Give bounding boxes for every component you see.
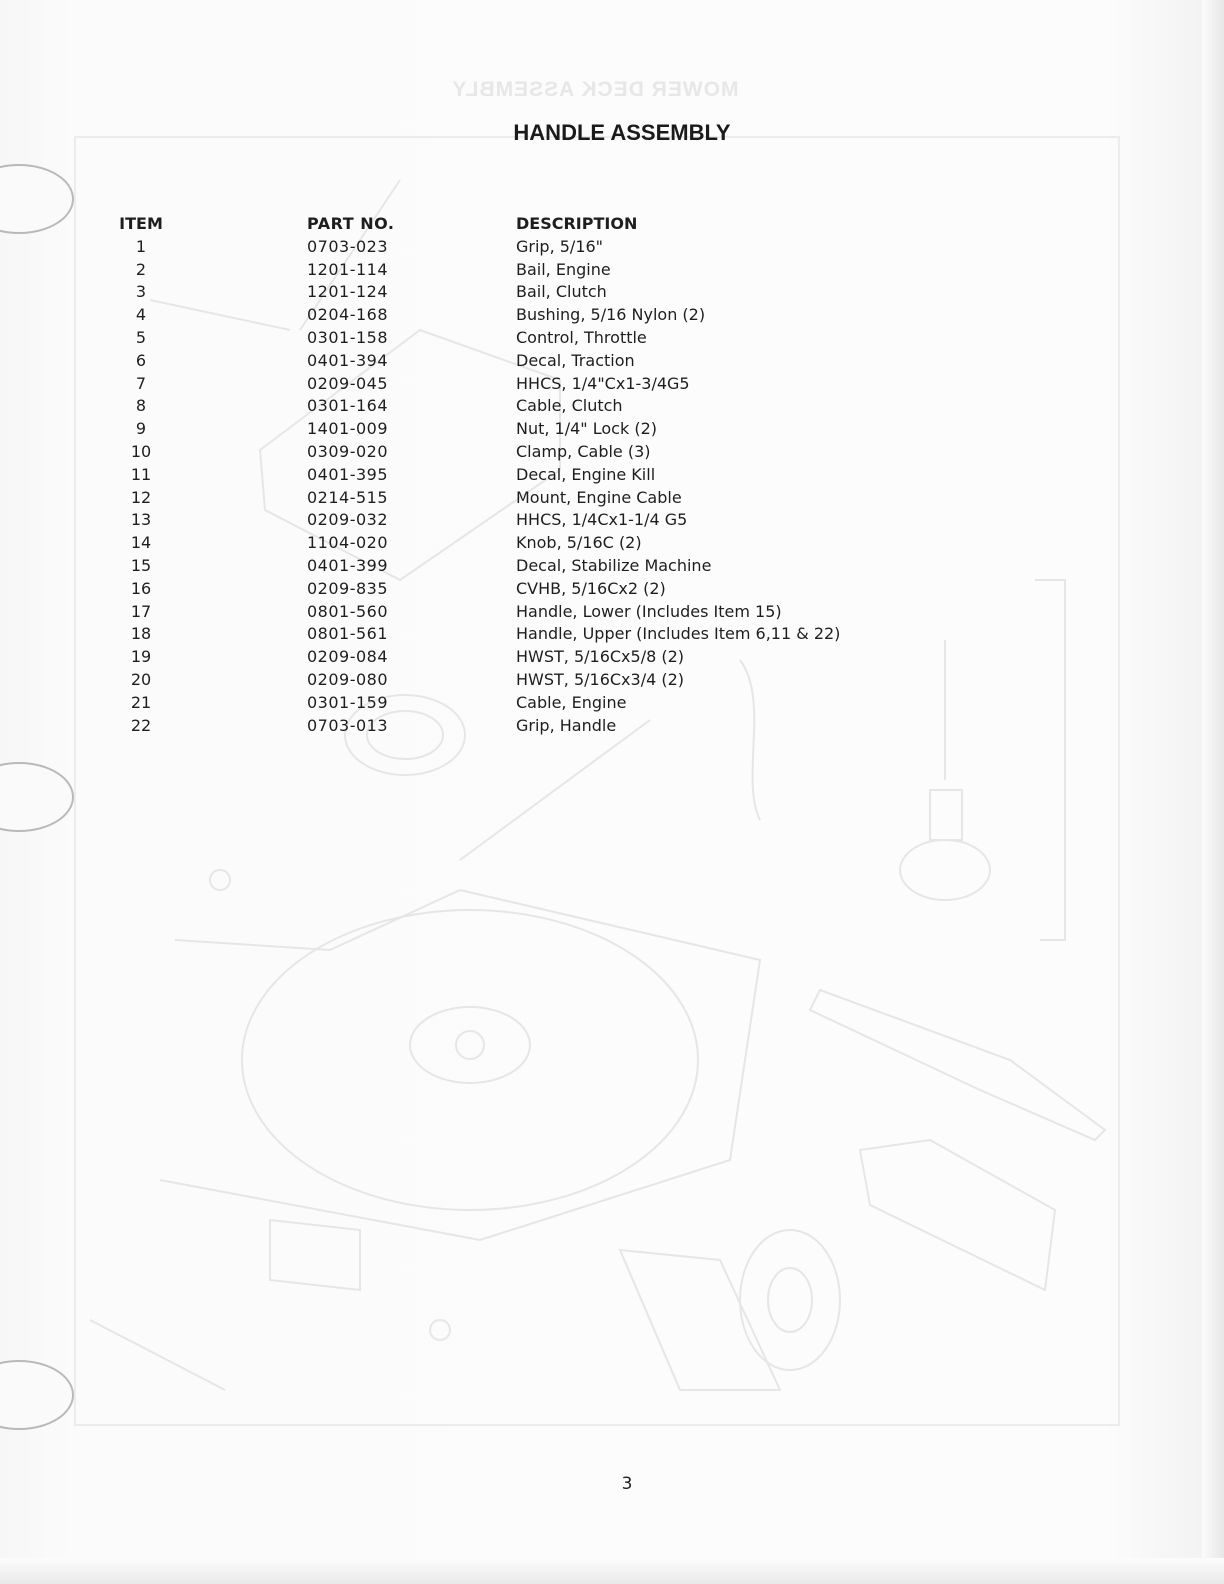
parts-row [0, 509, 1000, 532]
parts-row [0, 669, 1000, 692]
item-number: 17 [130, 601, 152, 621]
linkage-rod [460, 720, 650, 860]
part-description: Bushing, 5/16 Nylon (2) [516, 305, 706, 325]
part-description: Clamp, Cable (3) [516, 441, 651, 461]
part-number: 0301-158 [307, 327, 389, 347]
part-number: 0204-168 [307, 305, 389, 325]
item-number: 10 [130, 441, 152, 461]
parts-row [0, 715, 1000, 738]
part-number: 0401-399 [307, 555, 389, 575]
part-number: 1201-114 [307, 259, 389, 279]
parts-row [0, 646, 1000, 669]
part-description: HWST, 5/16Cx5/8 (2) [516, 647, 685, 667]
part-number: 1401-009 [307, 419, 389, 439]
part-description: Nut, 1/4" Lock (2) [516, 419, 657, 439]
item-number: 16 [130, 578, 152, 598]
item-number: 6 [135, 350, 147, 370]
part-description: Handle, Lower (Includes Item 15) [516, 601, 782, 621]
parts-row [0, 418, 1000, 441]
parts-list-header [0, 213, 1000, 236]
parts-row [0, 259, 1000, 282]
parts-list [0, 213, 1000, 737]
deck-spindle-plate [410, 1007, 530, 1083]
item-number: 12 [130, 487, 152, 507]
part-number: 0801-560 [307, 601, 389, 621]
item-number: 11 [130, 464, 152, 484]
parts-row [0, 464, 1000, 487]
part-description: Decal, Engine Kill [516, 464, 656, 484]
part-number: 0209-835 [307, 578, 389, 598]
assembly-bracket [1035, 580, 1065, 940]
part-number: 0801-561 [307, 624, 389, 644]
item-number: 18 [130, 624, 152, 644]
part-description: HHCS, 1/4Cx1-1/4 G5 [516, 510, 688, 530]
part-number: 0703-023 [307, 236, 389, 256]
item-column-header: ITEM [119, 214, 163, 233]
part-description: HWST, 5/16Cx3/4 (2) [516, 669, 685, 689]
part-number: 1104-020 [307, 533, 389, 553]
part-number: 1201-124 [307, 282, 389, 302]
part-number: 0214-515 [307, 487, 389, 507]
parts-row [0, 623, 1000, 646]
item-number: 5 [135, 327, 147, 347]
parts-row [0, 601, 1000, 624]
part-description: Mount, Engine Cable [516, 487, 682, 507]
item-number: 1 [135, 236, 147, 256]
part-description: Decal, Stabilize Machine [516, 555, 712, 575]
parts-row [0, 441, 1000, 464]
wheel-tire [740, 1230, 840, 1370]
part-no-column-header: PART NO. [307, 214, 395, 233]
parts-row [0, 532, 1000, 555]
part-description: Knob, 5/16C (2) [516, 533, 642, 553]
part-description: Grip, Handle [516, 715, 617, 735]
item-number: 7 [135, 373, 147, 393]
parts-row [0, 304, 1000, 327]
page-number: 3 [621, 1474, 633, 1494]
spindle-housing [930, 790, 962, 840]
item-number: 19 [130, 647, 152, 667]
part-description: CVHB, 5/16Cx2 (2) [516, 578, 666, 598]
part-number: 0703-013 [307, 715, 389, 735]
item-number: 20 [130, 669, 152, 689]
part-description: Grip, 5/16" [516, 236, 604, 256]
rear-axle [90, 1320, 225, 1390]
deck-center-hole [456, 1031, 484, 1059]
deck-frame-outline [160, 890, 760, 1240]
part-description: Decal, Traction [516, 350, 635, 370]
bleed-through-title: MOWER DECK ASSEMBLY [451, 78, 739, 101]
wheel-hub [768, 1268, 812, 1332]
item-number: 3 [135, 282, 147, 302]
item-number: 8 [135, 396, 147, 416]
parts-row [0, 578, 1000, 601]
part-description: Handle, Upper (Includes Item 6,11 & 22) [516, 624, 841, 644]
parts-row [0, 487, 1000, 510]
part-number: 0301-159 [307, 692, 389, 712]
parts-row [0, 692, 1000, 715]
parts-row [0, 236, 1000, 259]
part-number: 0401-394 [307, 350, 389, 370]
page-title: HANDLE ASSEMBLY [513, 120, 731, 145]
parts-row [0, 327, 1000, 350]
item-number: 21 [130, 692, 152, 712]
part-description: Control, Throttle [516, 327, 647, 347]
part-description: Cable, Clutch [516, 396, 623, 416]
part-description: Bail, Engine [516, 259, 611, 279]
part-number: 0209-080 [307, 669, 389, 689]
height-bracket [270, 1220, 360, 1290]
item-number: 13 [130, 510, 152, 530]
item-number: 22 [130, 715, 152, 735]
part-number: 0209-084 [307, 647, 389, 667]
part-number: 0301-164 [307, 396, 389, 416]
item-number: 15 [130, 555, 152, 575]
discharge-chute [860, 1140, 1055, 1290]
part-description: Cable, Engine [516, 692, 627, 712]
item-number: 14 [130, 533, 152, 553]
part-description: Bail, Clutch [516, 282, 607, 302]
part-number: 0209-032 [307, 510, 389, 530]
bottom-knob [430, 1320, 450, 1340]
side-plate [620, 1250, 780, 1390]
adjust-knob [210, 870, 230, 890]
blade-pulley [900, 840, 990, 900]
item-number: 2 [135, 259, 147, 279]
parts-row [0, 395, 1000, 418]
parts-row [0, 350, 1000, 373]
part-number: 0209-045 [307, 373, 389, 393]
mower-blade [810, 990, 1105, 1140]
parts-row [0, 281, 1000, 304]
part-description: HHCS, 1/4"Cx1-3/4G5 [516, 373, 690, 393]
parts-row [0, 555, 1000, 578]
parts-row [0, 373, 1000, 396]
part-number: 0309-020 [307, 441, 389, 461]
description-column-header: DESCRIPTION [516, 214, 638, 233]
item-number: 9 [135, 419, 147, 439]
item-number: 4 [135, 305, 147, 325]
part-number: 0401-395 [307, 464, 389, 484]
